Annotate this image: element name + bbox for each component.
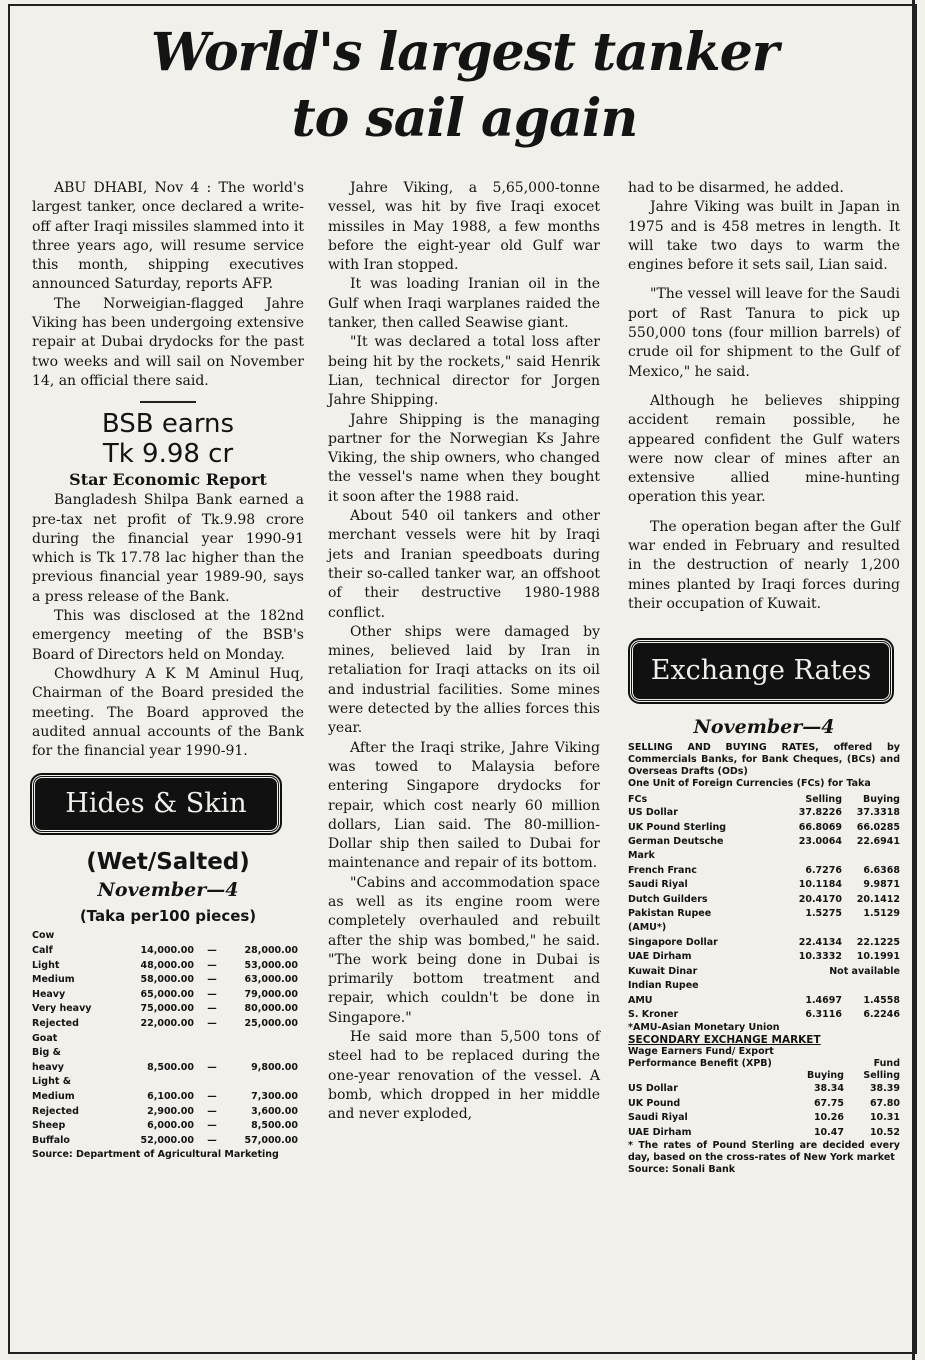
bsb-para: This was disclosed at the 182nd emergency meeting of the BSB's Board of Directors held on Monday.	[32, 608, 304, 663]
wef-label: Wage Earners Fund/ Export	[628, 1046, 774, 1058]
hides-label: Buffalo	[32, 1134, 70, 1146]
fc-buying: 10.1991	[856, 951, 900, 963]
exchange-intro: SELLING AND BUYING RATES, offered by Commercials Banks, for Bank Cheques, (BCs) and Overseas Drafts (ODs)	[628, 742, 900, 778]
secondary-row	[628, 1082, 900, 1096]
hides-date: November—4	[97, 879, 239, 902]
tanker-para: "The vessel will leave for the Saudi port of Rast Tanura to pick up 550,000 tons (four million barrels) of crude oil for shipment to the Gulf of Mexico," he said.	[628, 286, 900, 380]
fc-selling: 20.4170	[798, 893, 842, 905]
fc-name: Saudi Riyal	[628, 879, 688, 891]
fc-selling	[784, 979, 842, 993]
hides-badge: Hides & Skin	[32, 775, 280, 833]
sec-fc: UAE Dirham	[628, 1126, 692, 1138]
hides-low: 58,000.00	[140, 974, 194, 986]
fc-buying: 1.5129	[863, 908, 900, 920]
secondary-row	[628, 1126, 900, 1140]
hides-dash	[194, 1075, 230, 1090]
exchange-row	[628, 921, 900, 935]
sec-selling-header: Selling	[863, 1070, 900, 1082]
exchange-source: Source: Sonali Bank	[628, 1163, 736, 1175]
tanker-para: Other ships were damaged by mines, believed laid by Iran in retaliation for Iraqi attacks on its oil and industrial facilities. Some mines were detected by the allies forces this year.	[328, 623, 600, 737]
exchange-row	[628, 936, 900, 950]
bsb-byline: Star Economic Report	[69, 470, 267, 490]
hides-dash: —	[207, 1120, 217, 1132]
column-2	[328, 179, 600, 1125]
fc-selling: 1.4697	[805, 994, 842, 1006]
hides-low	[124, 1075, 194, 1090]
hides-row	[32, 988, 304, 1003]
hides-label: Medium	[32, 974, 75, 986]
hides-dash: —	[207, 1105, 217, 1117]
exchange-row	[628, 864, 900, 878]
tanker-para: Jahre Viking was built in Japan in 1975 and is 458 metres in length. It will take two days to warm the engines before it sets sail, Lian said.	[628, 199, 900, 274]
bsb-para: Chowdhury A K M Aminul Huq, Chairman of the Board presided the meeting. The Board approved the audited annual accounts of the Bank for the financial year 1990-91.	[32, 665, 304, 760]
fc-selling	[784, 849, 842, 863]
hides-dash	[194, 929, 230, 944]
fc-buying: 6.6368	[863, 864, 900, 876]
fc-buying: 9.9871	[863, 879, 900, 891]
fc-buying	[842, 921, 900, 935]
tanker-para: About 540 oil tankers and other merchant vessels were hit by Iraqi jets and Iranian speedboats during their so-called tanker war, an offshoot of their destructive 1980-1988 conflict.	[328, 508, 600, 621]
exchange-row	[628, 893, 900, 907]
hides-high: 79,000.00	[244, 988, 298, 1000]
hides-dash: —	[207, 974, 217, 986]
hides-low	[124, 929, 194, 944]
hides-label: Sheep	[32, 1120, 66, 1132]
fc-name: (AMU*)	[628, 922, 667, 934]
hides-label: Medium	[32, 1090, 75, 1102]
exchange-row	[628, 965, 900, 979]
sec-buying: 10.47	[813, 1126, 844, 1138]
fc-selling: 37.8226	[798, 807, 842, 819]
amu-note: *AMU-Asian Monetary Union	[628, 1022, 780, 1034]
hides-label: Calf	[32, 945, 53, 957]
hides-high: 53,000.00	[244, 959, 298, 971]
hides-dash: —	[207, 959, 217, 971]
selling-header: Selling	[805, 794, 842, 806]
hides-subtitle: (Wet/Salted)	[86, 849, 250, 876]
fc-name: Singapore Dollar	[628, 936, 718, 948]
fc-name: UAE Dirham	[628, 951, 692, 963]
hides-label: heavy	[32, 1061, 65, 1073]
hides-label: Light &	[32, 1076, 72, 1088]
fc-selling	[784, 921, 842, 935]
tanker-para: The operation began after the Gulf war ended in February and resulted in the destruction of nearly 1,200 mines planted by Iraqi forces during their occupation of Kuwait.	[628, 518, 900, 612]
hides-low: 75,000.00	[140, 1003, 194, 1015]
exchange-row	[628, 979, 900, 993]
exchange-row	[628, 878, 900, 892]
hides-row	[32, 1134, 304, 1149]
sec-fc: UK Pound	[628, 1097, 681, 1109]
hides-high: 25,000.00	[244, 1017, 298, 1029]
hides-high: 9,800.00	[251, 1061, 298, 1073]
tanker-para: had to be disarmed, he added.	[628, 180, 844, 196]
fc-name: UK Pound Sterling	[628, 821, 727, 833]
hides-high: 63,000.00	[244, 974, 298, 986]
hides-label: Big &	[32, 1047, 61, 1059]
fc-buying	[842, 849, 900, 863]
hides-low: 65,000.00	[140, 988, 194, 1000]
fc-selling: 6.7276	[805, 864, 842, 876]
hides-low: 48,000.00	[140, 959, 194, 971]
tanker-para: "Cabins and accommodation space as well as its engine room were completely overhauled and rebuilt after the ship was bombed," he said. "The work being done in Dubai is primarily bottom treatment and repair, which couldn't be done in Singapore."	[328, 874, 600, 1026]
fc-buying: 66.0285	[856, 821, 900, 833]
hides-dash: —	[207, 1017, 217, 1029]
wef-header-row	[628, 1058, 900, 1070]
hides-low	[124, 1032, 194, 1047]
hides-label: Goat	[32, 1032, 58, 1044]
hides-row	[32, 944, 304, 959]
bsb-title-1: BSB earns	[101, 409, 235, 440]
fc-buying: 1.4558	[863, 994, 900, 1006]
exchange-unit-note: One Unit of Foreign Currencies (FCs) for Taka	[628, 778, 871, 790]
exchange-row	[628, 806, 900, 820]
fc-buying: 37.3318	[856, 807, 900, 819]
hides-label: Very heavy	[32, 1003, 92, 1015]
exchange-row	[628, 994, 900, 1008]
exchange-row	[628, 950, 900, 964]
column-3	[628, 179, 900, 1176]
hides-row	[32, 929, 304, 944]
hides-low: 22,000.00	[140, 1017, 194, 1029]
hides-low: 6,000.00	[147, 1120, 194, 1132]
hides-low: 6,100.00	[147, 1090, 194, 1102]
sec-selling: 10.31	[869, 1112, 900, 1124]
hides-row	[32, 1017, 304, 1032]
fc-name: German Deutsche	[628, 836, 724, 848]
hides-source: Source: Department of Agricultural Marketing	[32, 1149, 279, 1161]
secondary-table	[628, 1082, 900, 1140]
hides-row	[32, 1105, 304, 1120]
bsb-title-2: Tk 9.98 cr	[102, 439, 234, 470]
hides-dash	[194, 1046, 230, 1061]
exchange-row	[628, 1008, 900, 1022]
hides-dash: —	[207, 1003, 217, 1015]
hides-high: 7,300.00	[251, 1090, 298, 1102]
hides-dash: —	[207, 1061, 217, 1073]
secondary-row	[628, 1097, 900, 1111]
fc-selling: 23.0064	[798, 836, 842, 848]
bsb-para: Bangladesh Shilpa Bank earned a pre-tax net profit of Tk.9.98 crore during the financial year 1990-91 which is Tk 17.78 lac higher than the previous financial year 1989-90, says a press release of the Bank.	[32, 492, 304, 605]
hides-dash: —	[207, 988, 217, 1000]
hides-label: Rejected	[32, 1105, 79, 1117]
secondary-market-title: SECONDARY EXCHANGE MARKET	[628, 1034, 821, 1047]
hides-table	[32, 929, 304, 1148]
fc-name: S. Kroner	[628, 1008, 679, 1020]
hides-label: Heavy	[32, 988, 66, 1000]
hides-low	[124, 1046, 194, 1061]
sec-selling: 38.39	[869, 1083, 900, 1095]
sec-selling: 67.80	[869, 1097, 900, 1109]
tanker-para: After the Iraqi strike, Jahre Viking was towed to Malaysia before entering Singapore drydocks for repair, which cost nearly 60 million dollars, Lian said. The 80-million-Dollar ship then sailed to Dubai for maintenance and repair of its bottom.	[328, 739, 600, 872]
hides-row	[32, 1090, 304, 1105]
exchange-row	[628, 849, 900, 863]
hides-row	[32, 1119, 304, 1134]
fc-name: Dutch Guilders	[628, 893, 708, 905]
column-1	[32, 179, 304, 1161]
exchange-badge: Exchange Rates	[630, 640, 892, 702]
hides-high: 57,000.00	[244, 1134, 298, 1146]
sec-fc: US Dollar	[628, 1083, 678, 1095]
headline-line-1: World's largest tanker	[150, 22, 779, 83]
hides-high	[230, 1046, 298, 1061]
sec-header-row	[628, 1070, 900, 1082]
fc-header: FCs	[628, 794, 648, 806]
hides-row	[32, 1061, 304, 1076]
exchange-date: November—4	[693, 716, 835, 739]
hides-high: 80,000.00	[244, 1003, 298, 1015]
buying-header: Buying	[862, 794, 900, 806]
fc-name: AMU	[628, 994, 653, 1006]
tanker-para: The Norweigian-flagged Jahre Viking has been undergoing extensive repair at Dubai drydocks for the past two weeks and will sail on November 14, an official there said.	[32, 295, 304, 389]
fc-buying	[842, 979, 900, 993]
fc-buying: 20.1412	[856, 893, 900, 905]
tanker-para: He said more than 5,500 tons of steel had to be replaced during the one-year renovation of the vessel. A bomb, which dropped in her middle and never exploded,	[328, 1029, 600, 1123]
fc-selling: 10.1184	[798, 879, 842, 891]
tanker-para: Although he believes shipping accident remain possible, he appeared confident the Gulf waters were now clear of mines after an extensive allied mine-hunting operation this year.	[628, 392, 900, 506]
fc-name: Mark	[628, 850, 655, 862]
fc-selling: Not available	[829, 965, 900, 977]
tanker-para: It was loading Iranian oil in the Gulf when Iraqi warplanes raided the tanker, then called Seawise giant.	[328, 276, 600, 332]
hides-row	[32, 1032, 304, 1047]
fc-selling: 6.3116	[805, 1008, 842, 1020]
sec-fc: Saudi Riyal	[628, 1112, 688, 1124]
fc-name: Pakistan Rupee	[628, 908, 712, 920]
hides-row	[32, 1046, 304, 1061]
hides-row	[32, 973, 304, 988]
fc-name: Kuwait Dinar	[628, 965, 698, 977]
hides-high: 8,500.00	[251, 1120, 298, 1132]
tanker-para: Jahre Viking, a 5,65,000-tonne vessel, was hit by five Iraqi exocet missiles in May 1988, a few months before the eight-year old Gulf war with Iran stopped.	[328, 180, 600, 274]
hides-dash: —	[207, 1090, 217, 1102]
sec-buying: 38.34	[813, 1083, 844, 1095]
exchange-footnote: * The rates of Pound Sterling are decided every day, based on the cross-rates of New York market	[628, 1139, 900, 1163]
hides-high	[230, 1032, 298, 1047]
hides-high	[230, 929, 298, 944]
sec-buying: 67.75	[813, 1097, 844, 1109]
divider	[140, 401, 196, 403]
hides-low: 14,000.00	[140, 945, 194, 957]
hides-low: 8,500.00	[147, 1061, 194, 1073]
fc-selling: 10.3332	[798, 951, 842, 963]
tanker-para: "It was declared a total loss after being hit by the rockets," said Henrik Lian, technical director for Jorgen Jahre Shipping.	[328, 334, 600, 409]
hides-label: Cow	[32, 930, 55, 942]
tanker-para: Jahre Shipping is the managing partner for the Norwegian Ks Jahre Viking, the ship owners, who changed the vessel's name when they bought it soon after the 1988 raid.	[328, 411, 600, 505]
secondary-row	[628, 1111, 900, 1125]
hides-label: Rejected	[32, 1017, 79, 1029]
headline-line-2: to sail again	[291, 88, 638, 149]
sec-selling: 10.52	[869, 1126, 900, 1138]
hides-low: 52,000.00	[140, 1134, 194, 1146]
hides-high: 28,000.00	[244, 945, 298, 957]
fc-name: Indian Rupee	[628, 980, 699, 992]
exchange-row	[628, 907, 900, 921]
hides-row	[32, 959, 304, 974]
wef-label-2: Performance Benefit (XPB)	[628, 1058, 772, 1070]
fc-buying: 6.2246	[863, 1008, 900, 1020]
hides-row	[32, 1002, 304, 1017]
fc-selling: 22.4134	[798, 936, 842, 948]
hides-dash: —	[207, 945, 217, 957]
hides-row	[32, 1075, 304, 1090]
hides-high	[230, 1075, 298, 1090]
sec-fund-header: Fund	[873, 1058, 900, 1070]
newspaper-page	[8, 4, 917, 1354]
headline	[10, 20, 919, 152]
exchange-header-row	[628, 794, 900, 806]
hides-high: 3,600.00	[251, 1105, 298, 1117]
hides-low: 2,900.00	[147, 1105, 194, 1117]
sec-buying-header: Buying	[806, 1070, 844, 1082]
hides-dash	[194, 1032, 230, 1047]
hides-dash: —	[207, 1134, 217, 1146]
exchange-row	[628, 821, 900, 835]
exchange-row	[628, 835, 900, 849]
fc-selling: 1.5275	[805, 908, 842, 920]
tanker-para: ABU DHABI, Nov 4 : The world's largest tanker, once declared a write-off after Iraqi missiles slammed into it three years ago, will resume service this month, shipping executives announced Saturday, reports AFP.	[32, 180, 304, 293]
fc-buying: 22.1225	[856, 936, 900, 948]
fc-name: US Dollar	[628, 807, 678, 819]
hides-label: Light	[32, 959, 60, 971]
exchange-table	[628, 794, 900, 1022]
fc-name: French Franc	[628, 864, 697, 876]
fc-selling: 66.8069	[798, 821, 842, 833]
hides-unit: (Taka per100 pieces)	[79, 907, 257, 926]
fc-buying: 22.6941	[856, 836, 900, 848]
sec-buying: 10.26	[813, 1112, 844, 1124]
